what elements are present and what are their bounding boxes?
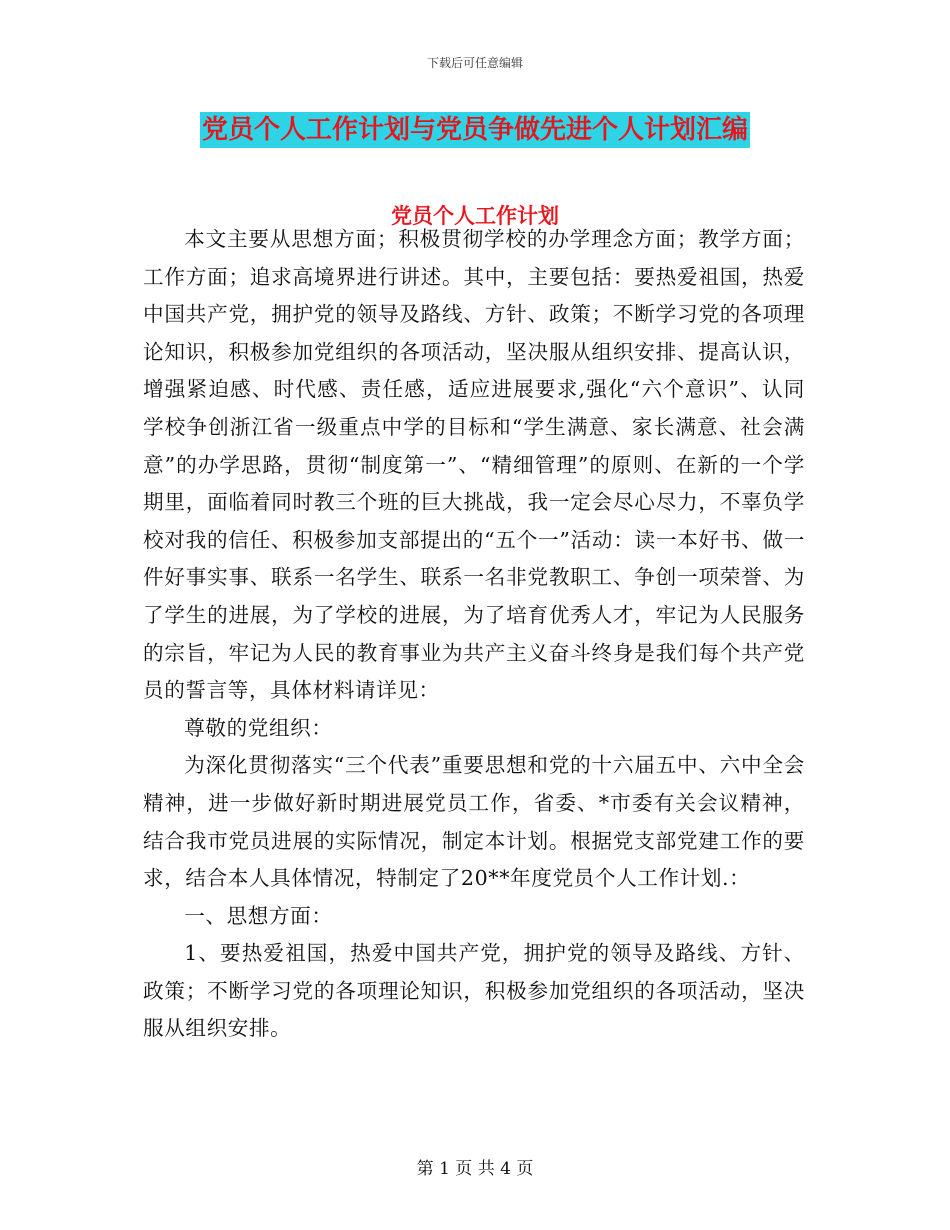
page-number-footer: 第 1 页 共 4 页 [416,1159,534,1179]
body-text [143,221,805,1048]
document-title [0,112,950,148]
paragraph-item-1: 1、要热爱祖国，热爱中国共产党，拥护党的领导及路线、方针、政策；不断学习党的各项理论知识，积极参加党组织的各项活动，坚决服从组织安排。 [143,941,805,1041]
paragraph-intro: 本文主要从思想方面；积极贯彻学校的办学理念方面；教学方面；工作方面；追求高境界进行讲述。其中，主要包括：要热爱祖国，热爱中国共产党，拥护党的领导及路线、方针、政策；不断学习党的各项理论知识，积极参加党组织的各项活动，坚决服从组织安排、提高认识，增强紧迫感、时代感、责任感，适应进展要求,强化“六个意识”、认同学校争创浙江省一级重点中学的目标和“学生满意、家长满意、社会满意”的办学思路，贯彻“制度第一”、“精细管理”的原则、在新的一个学期里，面临着同时教三个班的巨大挑战，我一定会尽心尽力，不辜负学校对我的信任、积极参加支部提出的“五个一”活动：读一本好书、做一件好事实事、联系一名学生、联系一名非党教职工、争创一项荣誉、为了学生的进展，为了学校的进展，为了培育优秀人才，牢记为人民服务的宗旨，牢记为人民的教育事业为共产主义奋斗终身是我们每个共产党员的誓言等，具体材料请详见： [143,227,805,703]
paragraph-heading-thought: 一、思想方面： [184,903,333,928]
paragraph-purpose: 为深化贯彻落实“三个代表”重要思想和党的十六届五中、六中全会精神，进一步做好新时期进展党员工作，省委、*市委有关会议精神，结合我市党员进展的实际情况，制定本计划。根据党支部党建工作的要求，结合本人具体情况，特制定了20**年度党员个人工作计划.： [143,753,805,891]
section-title: 党员个人工作计划 [391,204,559,228]
header-note: 下载后可任意编辑 [426,56,523,70]
document-title-text: 党员个人工作计划与党员争做先进个人计划汇编 [200,112,750,148]
paragraph-salutation: 尊敬的党组织： [184,715,333,740]
